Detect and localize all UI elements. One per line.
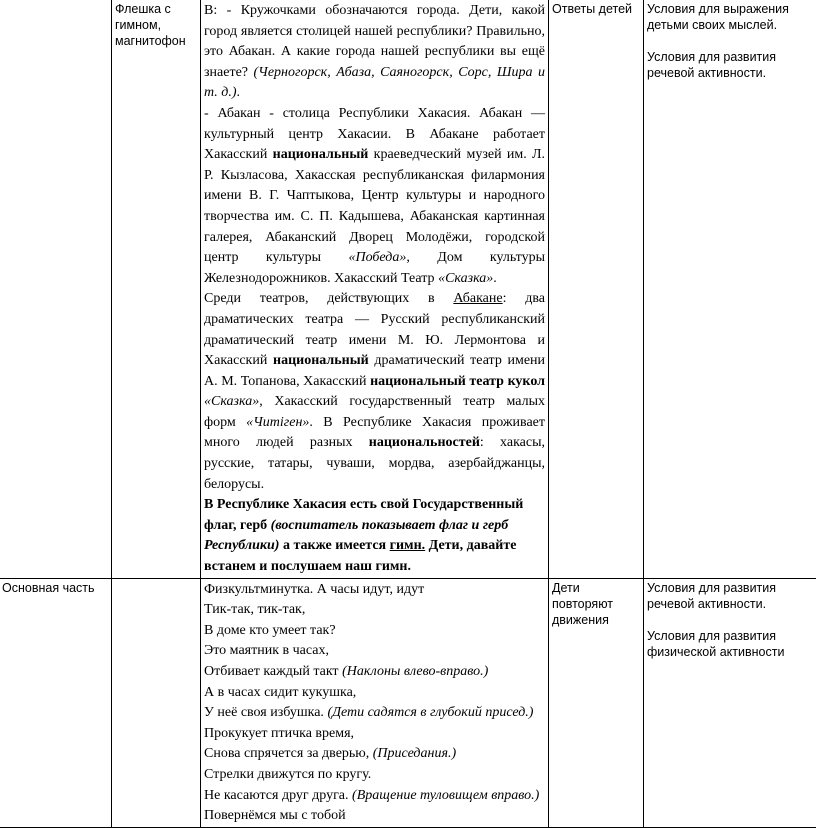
poem-line	[204, 621, 545, 642]
condition-text: Условия для развития речевой активности.	[647, 49, 816, 81]
text-span: (Черногорск, Абаза, Саяногорск, Сорс, Шира и т. д.)	[204, 65, 545, 101]
materials-cell	[112, 0, 201, 578]
conditions-cell	[644, 578, 816, 827]
paragraph-theatres	[204, 289, 545, 495]
text-span: «Читiген»	[246, 415, 309, 430]
poem-line	[204, 641, 545, 662]
paragraph-abakan	[204, 104, 545, 289]
poem-block	[204, 580, 545, 827]
poem-line-text: Повернёмся мы с тобой	[204, 808, 346, 823]
poem-line	[204, 765, 545, 786]
text-span: национальностей	[369, 435, 480, 450]
text-span: краеведческий музей им. Л. Р. Кызласова, Хакасская республиканская филармония имени В. Г. Чаптыкова, Центр культуры и народного творчества им. С. П. Кадышева, Абаканская картинная галерея, Абаканский Дворец Молодёжи, городской центр культуры	[204, 147, 545, 265]
text-span: Среди театров, действующих в	[204, 291, 435, 306]
poem-line	[204, 600, 545, 621]
condition-text: Условия для выражения детьми своих мыслей.	[647, 1, 816, 33]
text-span: «Победа»	[348, 250, 406, 265]
stage-cell	[0, 0, 112, 578]
poem-line-text: Снова спрячется за дверью,	[204, 746, 369, 761]
poem-line-text: Прокукует птичка время,	[204, 726, 354, 741]
poem-line-text: В доме кто умеет так?	[204, 623, 336, 638]
text-span: Дети, давайте встанем и послушаем наш гимн.	[204, 538, 516, 574]
poem-line-text: Тик-так, тик-так,	[204, 602, 305, 617]
text-span: «Сказка»	[438, 271, 493, 286]
poem-line-text: Физкультминутка. А часы идут, идут	[204, 582, 424, 597]
children-activity-cell	[549, 578, 644, 827]
poem-line-text: У неё своя избушка.	[204, 705, 324, 720]
children-activity-text: Дети повторяют движения	[552, 581, 613, 627]
text-span: В Республике Хакасия есть свой Государственный флаг, герб	[204, 497, 523, 533]
text-span: . В Республике Хакасия проживает много людей разных	[204, 415, 545, 451]
poem-line-text: Отбивает каждый такт	[204, 664, 339, 679]
poem-line	[204, 683, 545, 704]
poem-line	[204, 724, 545, 745]
text-span: национальный	[273, 353, 369, 368]
stage-label: Основная часть	[2, 581, 95, 595]
text-span: драматический театр имени А. М. Топанова, Хакасский	[204, 353, 545, 389]
teacher-activity-cell	[201, 0, 549, 578]
text-span: национальный театр кукол	[370, 374, 545, 389]
poem-line	[204, 703, 545, 724]
paragraph-anthem	[204, 495, 545, 577]
children-activity-text: Ответы детей	[552, 2, 632, 16]
materials-cell	[112, 578, 201, 827]
poem-line-text: А в часах сидит кукушка,	[204, 685, 356, 700]
materials-text: Флешка с гимном, магнитофон	[115, 2, 186, 48]
children-activity-cell	[549, 0, 644, 578]
condition-text: Условия для развития физической активности	[647, 628, 816, 660]
text-span: .	[237, 85, 241, 100]
text-span: , Хакасский государственный театр малых форм	[204, 394, 545, 430]
poem-line	[204, 744, 545, 765]
text-span: «Сказка»	[204, 394, 259, 409]
poem-line-text: Это маятник в часах,	[204, 643, 329, 658]
poem-line	[204, 806, 545, 827]
text-span: а также имеется	[283, 538, 386, 553]
poem-line	[204, 580, 545, 601]
poem-line	[204, 786, 545, 807]
text-span: - Абакан - столица Республики Хакасия. Абакан — культурный центр Хакасии. В Абакане работает Хакасский	[204, 106, 545, 162]
poem-line-text: Не касаются друг друга.	[204, 788, 349, 803]
conditions-cell	[644, 0, 816, 578]
poem-line-text: Стрелки движутся по кругу.	[204, 767, 371, 782]
text-span: : хакасы, русские, татары, чуваши, мордва, азербайджанцы, белорусы.	[204, 435, 545, 491]
teacher-activity-cell	[201, 578, 549, 827]
text-span: , Дом культуры Железнодорожников. Хакасский Театр	[204, 250, 545, 286]
text-span: гимн.	[390, 538, 426, 553]
text-span: национальный	[273, 147, 369, 162]
text-span: (воспитатель показывает флаг и герб Республики)	[204, 518, 508, 554]
table-row	[0, 578, 816, 827]
condition-text: Условия для развития речевой активности.	[647, 580, 816, 612]
poem-line-note: (Наклоны влево-вправо.)	[342, 664, 488, 679]
poem-line-note: (Вращение туловищем вправо.)	[352, 788, 539, 803]
poem-line-note: (Дети садятся в глубокий присед.)	[327, 705, 533, 720]
abakan-link[interactable]: Абакане	[453, 291, 502, 306]
text-span: .	[493, 271, 497, 286]
paragraph-cities	[204, 1, 545, 104]
text-span: В: - Кружочками обозначаются города. Дети, какой город является столицей нашей республики? Правильно, это Абакан. А какие города нашей республики вы ещё знаете?	[204, 3, 545, 80]
stage-cell	[0, 578, 112, 827]
poem-line-note: (Приседания.)	[373, 746, 456, 761]
text-span: : два драматических театра — Русский республиканский драматический театр имени М. Ю. Лермонтова и Хакасский	[204, 291, 545, 368]
poem-line	[204, 662, 545, 683]
